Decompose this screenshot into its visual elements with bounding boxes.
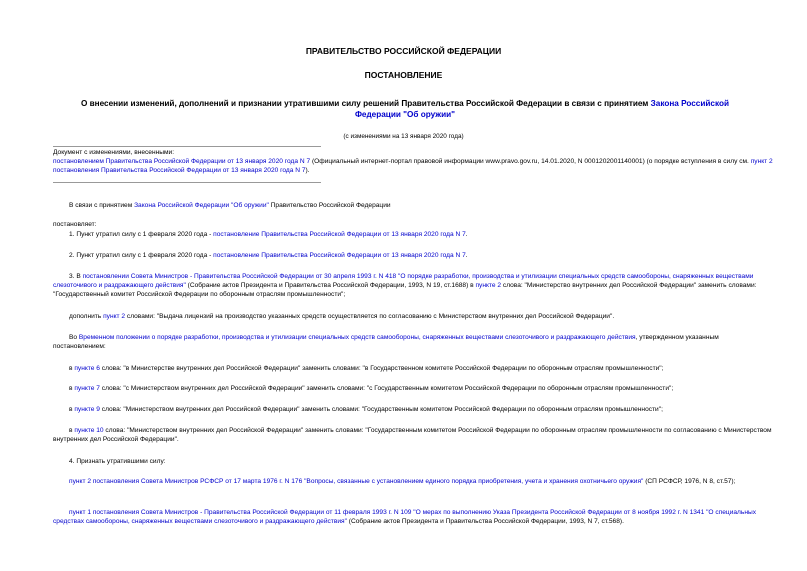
point-10-text: в [69,427,75,434]
law-link[interactable]: Закона Российской Федерации "Об оружии" [134,202,269,209]
paragraph-temporary-regulation [53,333,773,351]
paragraph-preamble [53,201,773,210]
item-3-text-2: (Собрание актов Президента и Правительства Российской Федерации, 1993, N 19, ст.1688) в [185,282,476,289]
supplement-text: дополнить [69,313,104,320]
title-text: О внесении изменений, дополнений и признании утратившими силу решений Правительства Российской Федерации в связи с принятием [80,99,651,108]
paragraph-point-10 [53,426,773,444]
regulation-text: Во [69,334,79,341]
changes-note [53,148,773,175]
temporary-regulation-link[interactable]: Временном положении о порядке разработки, производства и утилизации специальных средств самообороны, снаряженных веществами слезоточивого и раздражающего действия [78,334,636,341]
paragraph-repeal-1993 [53,508,773,526]
paragraph-decides: постановляет: [53,221,97,228]
point-7-end: слова: "с Министерством внутренних дел Российской Федерации" заменить словами: "с Государственным комитетом Российской Федерации по оборонным отраслям промышленности"; [99,385,674,392]
point-9-link[interactable]: пункте 9 [74,406,100,413]
edition-note: (с изменениями на 13 января 2020 года) [343,133,464,140]
point-9-end: слова: "Министерством внутренних дел Российской Федерации" заменить словами: "Государственным комитетом Российской Федерации по оборонным отраслям промышленности"; [99,406,663,413]
changes-note-body [53,157,773,175]
point-9-text: в [69,406,75,413]
document-title [60,98,750,120]
repeal-1993-end: (Собрание актов Президента и Правительства Российской Федерации, 1993, N 7, ст.568). [346,518,624,525]
item-3-text: 3. В [69,273,83,280]
government-heading: ПРАВИТЕЛЬСТВО РОССИЙСКОЙ ФЕДЕРАЦИИ [305,46,502,56]
item-2-end: . [465,252,468,259]
resolution-418-link[interactable]: постановлении Совета Министров - Правительства Российской Федерации от 30 апреля 1993 г. N 418 "О порядке разработки, производства и утилизации специальных средств самообороны, снаряженных веществами слезоточивого и раздражающего действия" [53,273,754,289]
divider-top [53,146,321,147]
paragraph-repeal-1976 [53,477,773,486]
point-2-link[interactable]: пункте 2 [475,282,502,289]
item-2-link[interactable]: постановление Правительства Российской Федерации от 13 января 2020 года N 7 [213,252,466,259]
paragraph-point-9 [53,405,773,414]
paragraph-point-6 [53,364,773,373]
point-7-link[interactable]: пункте 7 [74,385,100,392]
paragraph-point-7 [53,384,773,393]
paragraph-item-4: 4. Признать утратившими силу: [69,458,166,465]
paragraph-item-3 [53,272,773,299]
paragraph-item-1 [53,230,773,239]
supplement-point-2-link[interactable]: пункт 2 [103,313,126,320]
document-type-heading: ПОСТАНОВЛЕНИЕ [364,70,443,80]
changes-note-end: ). [305,167,310,174]
paragraph-item-2 [53,251,773,260]
item-2-text: 2. Пункт утратил силу с 1 февраля 2020 года - [69,252,214,259]
regulation-end: , утвержденном указанным постановлением: [53,334,719,350]
paragraph-supplement [53,312,773,321]
item-3-end: слова: "Министерство внутренних дел Российской Федерации" заменить словами: "Государственный комитет Российской Федерации по оборонным отраслям промышленности"; [53,282,757,298]
resolution-1976-link[interactable]: пункт 2 постановления Совета Министров РСФСР от 17 марта 1976 г. N 176 "Вопросы, связанные с установлением единого порядка приобретения, учета и хранения охотничьего оружия" [69,478,644,485]
point-10-end: слова: "Министерством внутренних дел Российской Федерации" заменить словами: "Государственным комитетом Российской Федерации по оборонным отраслям промышленности по согласованию с Министерством внутренних дел Российской Федерации". [53,427,772,443]
changes-link-resolution[interactable]: постановлением Правительства Российской Федерации от 13 января 2020 года N 7 [53,158,311,165]
title-law-link[interactable]: Закона Российской Федерации "Об оружии" [354,99,729,119]
changes-note-lead: Документ с изменениями, внесенными: [53,149,175,156]
changes-link-entry-into-force[interactable]: пункт 2 постановления Правительства Российской Федерации от 13 января 2020 года N 7 [53,158,773,174]
divider-bottom [53,182,321,183]
point-10-link[interactable]: пункте 10 [74,427,104,434]
point-6-text: в [69,365,75,372]
repeal-1976-end: (СП РСФСР, 1976, N 8, ст.57); [643,478,736,485]
preamble-text: В связи с принятием [69,202,135,209]
item-1-end: . [465,231,468,238]
point-6-end: слова: "в Министерстве внутренних дел Российской Федерации" заменить словами: "в Государственном комитете Российской Федерации по оборонным отраслям промышленности"; [99,365,664,372]
preamble-end: Правительство Российской Федерации [268,202,391,209]
supplement-end: словами: "Выдача лицензий на производство указанных средств осуществляется по согласованию с Министерством внутренних дел Российской Федерации". [125,313,615,320]
point-7-text: в [69,385,75,392]
changes-note-text: (Официальный интернет-портал правовой информации www.pravo.gov.ru, 14.01.2020, N 0001202001140001) (о порядке вступления в силу см. [310,158,751,165]
resolution-109-link[interactable]: пункт 1 постановления Совета Министров - Правительства Российской Федерации от 11 февраля 1993 г. N 109 "О мерах по выполнению Указа Президента Российской Федерации от 8 ноября 1992 г. N 1341 "О специальных средствах самообороны, снаряженных веществами слезоточивого и раздражающего действия" [53,509,757,525]
point-6-link[interactable]: пункте 6 [74,365,100,372]
item-1-link[interactable]: постановление Правительства Российской Федерации от 13 января 2020 года N 7 [213,231,466,238]
item-1-text: 1. Пункт утратил силу с 1 февраля 2020 года - [69,231,214,238]
